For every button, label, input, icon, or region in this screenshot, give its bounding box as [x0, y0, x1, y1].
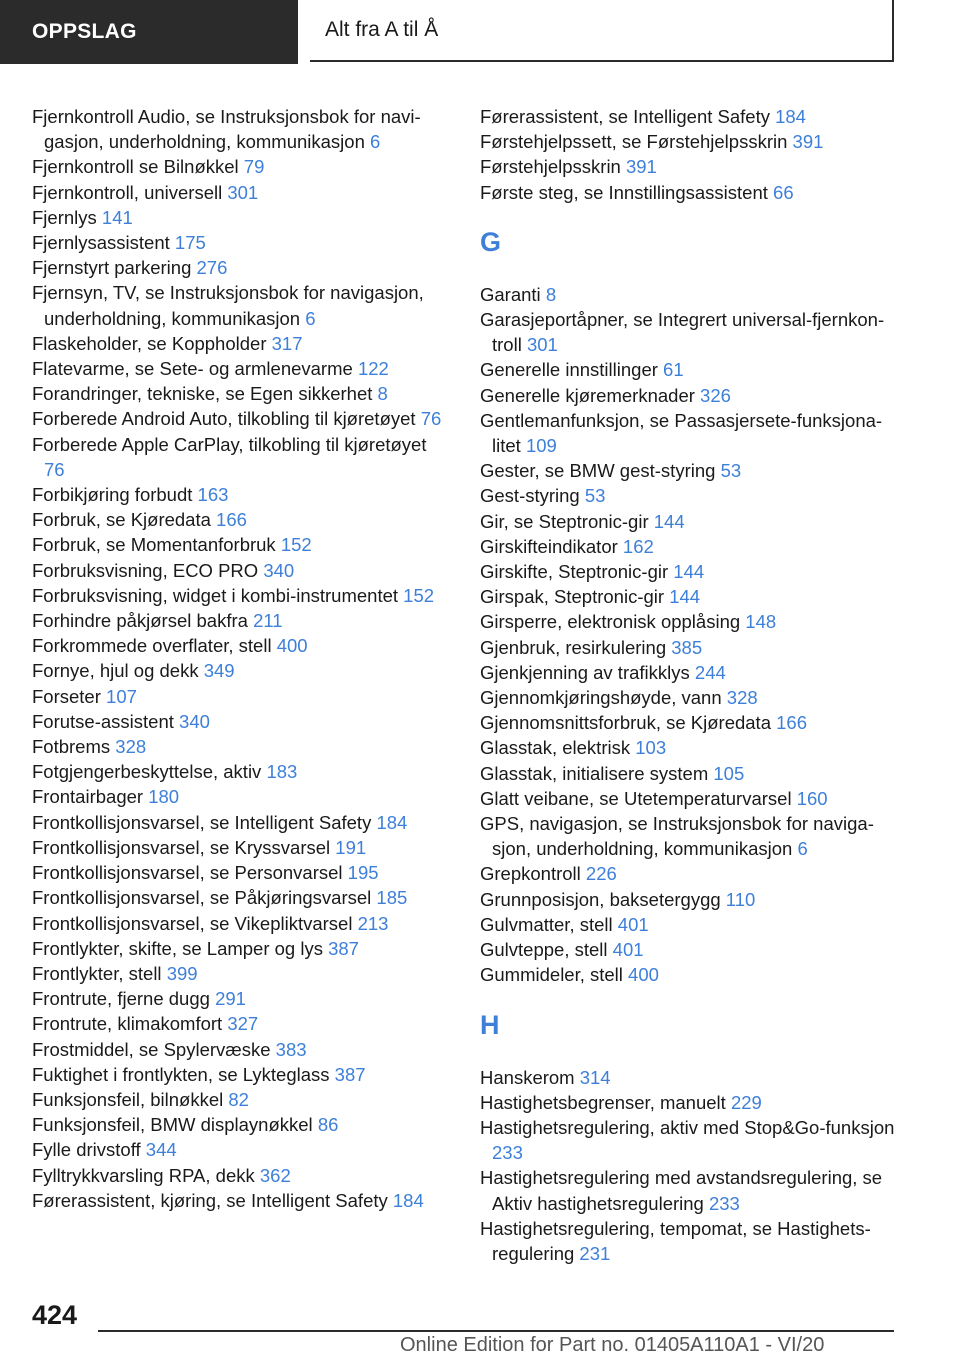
index-entry-text: Forbruksvisning, ECO PRO [32, 559, 259, 581]
index-entry-text: Glatt veibane, se Utetemperaturvarsel [480, 787, 792, 809]
page-link[interactable]: 184 [376, 811, 408, 833]
page-number: 424 [32, 1300, 78, 1330]
index-entry-text: Forseter [32, 685, 101, 707]
index-entry-text: Forbruk, se Kjøredata [32, 509, 211, 531]
index-entry [480, 483, 900, 508]
header-title-box [310, 0, 894, 62]
index-entry-text: Gummideler, stell [480, 964, 623, 986]
page-link[interactable]: 53 [720, 460, 742, 482]
page-link[interactable]: 61 [663, 359, 684, 381]
page-link[interactable]: 6 [370, 131, 381, 153]
index-entry [32, 104, 442, 154]
index-entry [32, 1062, 442, 1087]
page-link[interactable]: 184 [392, 1189, 424, 1211]
index-entry-text: Girskifte, Steptronic-gir [480, 561, 669, 583]
index-entry [32, 734, 442, 759]
page-link[interactable]: 6 [797, 838, 808, 860]
index-entry-text: Fjernkontroll Audio, se Instruksjonsbok for navigasjon, underholdning, kommunikasjon [32, 106, 421, 153]
index-entry [32, 507, 442, 532]
index-entry-text: Frontlykter, skifte, se Lamper og lys [32, 937, 323, 959]
page-link[interactable]: 163 [197, 484, 229, 506]
index-entry-text: Frontlykter, stell [32, 962, 162, 984]
page-link[interactable]: 82 [228, 1088, 249, 1110]
page-link[interactable]: 180 [148, 786, 180, 808]
index-entry-text: Grepkontroll [480, 863, 581, 885]
page-link[interactable]: 211 [253, 610, 283, 632]
index-entry [480, 307, 900, 357]
index-entry-text: Fjernkontroll, universell [32, 181, 223, 203]
index-entry-text: Fuktighet i frontlykten, se Lykteglass [32, 1063, 330, 1085]
index-letter-h: H [480, 1009, 500, 1040]
page-link[interactable]: 144 [673, 561, 705, 583]
index-entry [32, 860, 442, 885]
index-entry-text: Generelle kjøremerknader [480, 384, 695, 406]
index-entry [32, 911, 442, 936]
page-link[interactable]: 79 [243, 156, 265, 178]
index-group-g [480, 282, 900, 988]
index-entry [480, 861, 900, 886]
index-entry-text: Fylltrykkvarsling RPA, dekk [32, 1164, 255, 1186]
page-link[interactable]: 385 [671, 636, 703, 658]
index-entry-text: Girskifteindikator [480, 535, 618, 557]
index-entry [32, 432, 442, 482]
index-entry-text: Forbruksvisning, widget i kombi-instrumentet [32, 584, 399, 606]
page-link[interactable]: 276 [196, 257, 228, 279]
page-link[interactable]: 317 [271, 332, 303, 354]
page-link[interactable]: 401 [612, 939, 644, 961]
index-entry [480, 282, 900, 307]
index-entry [480, 1065, 900, 1090]
page-link[interactable]: 183 [266, 761, 298, 783]
page-link[interactable]: 160 [796, 787, 828, 809]
index-entry-text: Gjennomkjøringshøyde, vann [480, 687, 722, 709]
index-entry-text: Fornye, hjul og dekk [32, 660, 199, 682]
index-letter-g: G [480, 226, 502, 257]
page-link[interactable]: 400 [628, 964, 659, 986]
index-entry [480, 180, 900, 205]
index-entry [32, 961, 442, 986]
page-link[interactable]: 213 [357, 912, 389, 934]
index-entry [32, 255, 442, 280]
index-entry [32, 205, 442, 230]
page-link[interactable]: 244 [694, 661, 726, 683]
index-entry-text: Gest-styring [480, 485, 580, 507]
index-entry [32, 356, 442, 381]
index-entry-text: Girspak, Steptronic-gir [480, 586, 665, 608]
index-entry [480, 408, 900, 458]
page-link[interactable]: 349 [203, 660, 235, 682]
page-link[interactable]: 399 [166, 962, 198, 984]
page-link[interactable]: 162 [622, 535, 654, 557]
index-entry-text: Fotgjengerbeskyttelse, aktiv [32, 761, 262, 783]
index-entry-text: Frontkollisjonsvarsel, se Vikepliktvarsel [32, 912, 353, 934]
page-link[interactable]: 387 [334, 1063, 366, 1085]
index-entry-text: Frostmiddel, se Spylervæske [32, 1038, 271, 1060]
index-entry [32, 885, 442, 910]
page-link[interactable]: 314 [579, 1066, 611, 1088]
index-entry-text: Forberede Android Auto, tilkobling til kjøretøyet [32, 408, 416, 430]
index-entry [480, 710, 900, 735]
index-entry [32, 1037, 442, 1062]
index-entry [480, 761, 900, 786]
page-link[interactable]: 383 [275, 1038, 307, 1060]
index-entry [480, 811, 900, 861]
index-group-h [480, 1065, 900, 1267]
page-link[interactable]: 109 [525, 435, 557, 457]
page-link[interactable]: 76 [44, 458, 65, 480]
page-link[interactable]: 328 [115, 736, 147, 758]
page-link[interactable]: 8 [545, 283, 557, 305]
page-link[interactable]: 105 [713, 762, 745, 784]
section-label: OPPSLAG [32, 20, 137, 43]
page-link[interactable]: 53 [584, 485, 606, 507]
index-entry-text: Hastighetsbegrenser, manuelt [480, 1091, 726, 1113]
footer-edition: Online Edition for Part no. 01405A110A1 - VI/20 [400, 1334, 825, 1356]
index-entry-text: Gentlemanfunksjon, se Passasjersete-funksjonalitet [480, 409, 883, 457]
index-entry [480, 357, 900, 382]
page-link[interactable]: 344 [145, 1139, 177, 1161]
index-entry-text: Frontkollisjonsvarsel, se Personvarsel [32, 862, 343, 884]
index-entry [480, 685, 900, 710]
index-entry [480, 534, 900, 559]
page-link[interactable]: 166 [776, 712, 808, 734]
index-entry-text: Grunnposisjon, baksetergygg [480, 888, 721, 910]
index-entry-text: Fylle drivstoff [32, 1139, 141, 1161]
index-entry-text: Fjernlysassistent [32, 232, 170, 254]
index-entry-text: Forbikjøring forbudt [32, 484, 193, 506]
index-entry [480, 937, 900, 962]
page-link[interactable]: 400 [276, 635, 308, 657]
index-entry-text: Hastighetsregulering, tempomat, se Hastighetsregulering [480, 1217, 871, 1264]
index-entry [480, 1216, 900, 1266]
index-entry [32, 381, 442, 406]
index-entry-text: Hastighetsregulering, aktiv med Stop&Go-funksjon [480, 1116, 895, 1138]
index-entry-text: Hanskerom [480, 1066, 575, 1088]
index-entry [32, 936, 442, 961]
index-entry-text: Gulvteppe, stell [480, 939, 608, 961]
index-column-left [32, 104, 442, 1213]
page-link[interactable]: 401 [617, 913, 649, 935]
index-entry-text: Forutse-assistent [32, 710, 174, 732]
index-entry-text: Generelle innstillinger [480, 359, 658, 381]
page-link[interactable]: 66 [773, 181, 794, 203]
index-entry [32, 835, 442, 860]
index-entry [32, 658, 442, 683]
index-entry-text: Fjernkontroll se Bilnøkkel [32, 156, 239, 178]
index-entry [480, 912, 900, 937]
index-entry-text: Frontkollisjonsvarsel, se Kryssvarsel [32, 836, 331, 858]
index-entry-text: Førstehjelpssett, se Førstehjelpsskrin [480, 131, 788, 153]
index-entry-text: Forhindre påkjørsel bakfra [32, 610, 248, 632]
index-entry [480, 458, 900, 483]
index-entry [32, 1137, 442, 1162]
index-entry [480, 1165, 900, 1215]
index-entry [480, 104, 900, 129]
page-link[interactable]: 144 [653, 510, 685, 532]
index-entry [32, 280, 442, 330]
page-link[interactable]: 387 [328, 937, 359, 959]
index-entry [32, 154, 442, 179]
index-entry-text: Garasjeportåpner, se Integrert universal-fjernkontroll [480, 309, 885, 356]
page-link[interactable]: 195 [347, 862, 379, 884]
index-entry-text: Glasstak, elektrisk [480, 737, 631, 759]
page-link[interactable]: 76 [420, 408, 442, 430]
index-entry-text: Gulvmatter, stell [480, 913, 613, 935]
page-link[interactable]: 122 [357, 358, 389, 380]
index-entry [480, 660, 900, 685]
page-link[interactable]: 8 [377, 383, 388, 405]
page-link[interactable]: 141 [101, 206, 133, 228]
index-entry [32, 583, 442, 608]
page-link[interactable]: 233 [492, 1142, 523, 1164]
page-link[interactable]: 340 [179, 710, 210, 732]
index-entry [32, 1011, 442, 1036]
page-link[interactable]: 340 [263, 559, 295, 581]
index-entry [480, 635, 900, 660]
index-entry-text: Første steg, se Innstillingsassistent [480, 181, 768, 203]
index-entry-text: Fjernsyn, TV, se Instruksjonsbok for navigasjon, underholdning, kommunikasjon [32, 282, 424, 329]
index-entry-text: Frontrute, fjerne dugg [32, 988, 210, 1010]
index-entry [32, 784, 442, 809]
page-link[interactable]: 144 [669, 586, 701, 608]
page-link[interactable]: 233 [708, 1192, 740, 1214]
index-entry-text: Forandringer, tekniske, se Egen sikkerhet [32, 383, 373, 405]
index-column-right [480, 104, 900, 1266]
page-link[interactable]: 231 [579, 1242, 611, 1264]
index-entry [32, 709, 442, 734]
index-entry-text: Girsperre, elektronisk opplåsing [480, 611, 741, 633]
index-entry-text: Fjernstyrt parkering [32, 257, 192, 279]
page-link[interactable]: 362 [259, 1164, 291, 1186]
index-entry-text: Forberede Apple CarPlay, tilkobling til kjøretøyet [32, 433, 427, 455]
index-entry-text: Gjennomsnittsforbruk, se Kjøredata [480, 712, 771, 734]
index-entry [480, 1090, 900, 1115]
index-entry [32, 1087, 442, 1112]
index-entry-text: Frontkollisjonsvarsel, se Intelligent Safety [32, 811, 372, 833]
footer-divider [98, 1330, 894, 1332]
index-entry-text: Fjernlys [32, 206, 97, 228]
page-link[interactable]: 175 [174, 232, 206, 254]
index-entry-text: Flaskeholder, se Koppholder [32, 332, 267, 354]
index-entry [32, 810, 442, 835]
index-entry-text: Flatevarme, se Sete- og armlenevarme [32, 358, 353, 380]
page-link[interactable]: 391 [792, 131, 824, 153]
page-link[interactable]: 107 [106, 685, 137, 707]
index-entry-text: Gjenkjenning av trafikklys [480, 661, 690, 683]
index-entry-text: Gjenbruk, resirkulering [480, 636, 667, 658]
index-entry [480, 154, 900, 179]
index-entry-text: Forkrommede overflater, stell [32, 635, 272, 657]
index-entry [32, 180, 442, 205]
page-link[interactable]: 301 [227, 181, 259, 203]
index-entry [32, 558, 442, 583]
index-entry [32, 406, 442, 431]
page-link[interactable]: 291 [215, 988, 246, 1010]
page-link[interactable]: 391 [625, 156, 657, 178]
index-entry [32, 608, 442, 633]
page-link[interactable]: 191 [335, 836, 367, 858]
index-entry [32, 532, 442, 557]
index-entry [480, 962, 900, 987]
page-link[interactable]: 226 [585, 863, 617, 885]
page-link[interactable]: 184 [775, 106, 806, 127]
index-entry-text: Garanti [480, 283, 541, 305]
index-entry-text: Forbruk, se Momentanforbruk [32, 534, 276, 556]
index-entry-text: Funksjonsfeil, bilnøkkel [32, 1088, 224, 1110]
index-entry-text: Frontairbager [32, 786, 144, 808]
page-link[interactable]: 327 [227, 1013, 259, 1035]
index-entry-text: Gir, se Steptronic-gir [480, 510, 649, 532]
page-link[interactable]: 86 [317, 1114, 339, 1136]
index-entry [480, 559, 900, 584]
page-link[interactable]: 166 [216, 509, 247, 531]
index-entry [32, 759, 442, 784]
page-link[interactable]: 301 [526, 334, 558, 356]
page-link[interactable]: 185 [376, 887, 408, 909]
index-entry [32, 633, 442, 658]
index-entry [480, 509, 900, 534]
index-entry [480, 1115, 900, 1165]
index-entry [480, 887, 900, 912]
page-link[interactable]: 103 [635, 737, 667, 759]
page-link[interactable]: 328 [726, 687, 758, 709]
index-entry-text: Førerassistent, se Intelligent Safety [480, 106, 770, 127]
index-entry-text: Førstehjelpsskrin [480, 156, 621, 178]
page-link[interactable]: 229 [730, 1091, 762, 1113]
index-entry [480, 383, 900, 408]
index-entry-text: Funksjonsfeil, BMW displaynøkkel [32, 1114, 313, 1136]
page-link[interactable]: 152 [280, 534, 312, 556]
page-link[interactable]: 148 [745, 611, 777, 633]
index-entry-text: Frontkollisjonsvarsel, se Påkjøringsvarsel [32, 887, 372, 909]
index-entry [480, 584, 900, 609]
page-link[interactable]: 6 [305, 307, 316, 329]
index-entry [32, 684, 442, 709]
index-entry [32, 1163, 442, 1188]
index-entry-text: GPS, navigasjon, se Instruksjonsbok for navigasjon, underholdning, kommunikasjon [480, 813, 874, 860]
index-entry [480, 735, 900, 760]
index-entry [480, 129, 900, 154]
index-entry-text: Hastighetsregulering med avstandsregulering, se Aktiv hastighetsregulering [480, 1167, 883, 1214]
header-title: Alt fra A til Å [325, 18, 439, 41]
index-entry-text: Gester, se BMW gest-styring [480, 460, 716, 482]
index-entry-text: Fotbrems [32, 736, 111, 758]
page-link[interactable]: 110 [725, 888, 756, 910]
index-entry [32, 482, 442, 507]
index-entry [480, 609, 900, 634]
index-entry [32, 230, 442, 255]
index-entry-text: Glasstak, initialisere system [480, 762, 709, 784]
index-entry [32, 1112, 442, 1137]
index-entry [480, 786, 900, 811]
index-entry-text: Førerassistent, kjøring, se Intelligent Safety [32, 1189, 388, 1211]
section-tab [0, 0, 298, 64]
page-link[interactable]: 152 [403, 584, 435, 606]
page-link[interactable]: 326 [700, 384, 731, 406]
index-entry [32, 331, 442, 356]
index-group-f-continued [480, 104, 900, 205]
index-entry-text: Frontrute, klimakomfort [32, 1013, 223, 1035]
index-entry [32, 986, 442, 1011]
index-entry [32, 1188, 442, 1213]
